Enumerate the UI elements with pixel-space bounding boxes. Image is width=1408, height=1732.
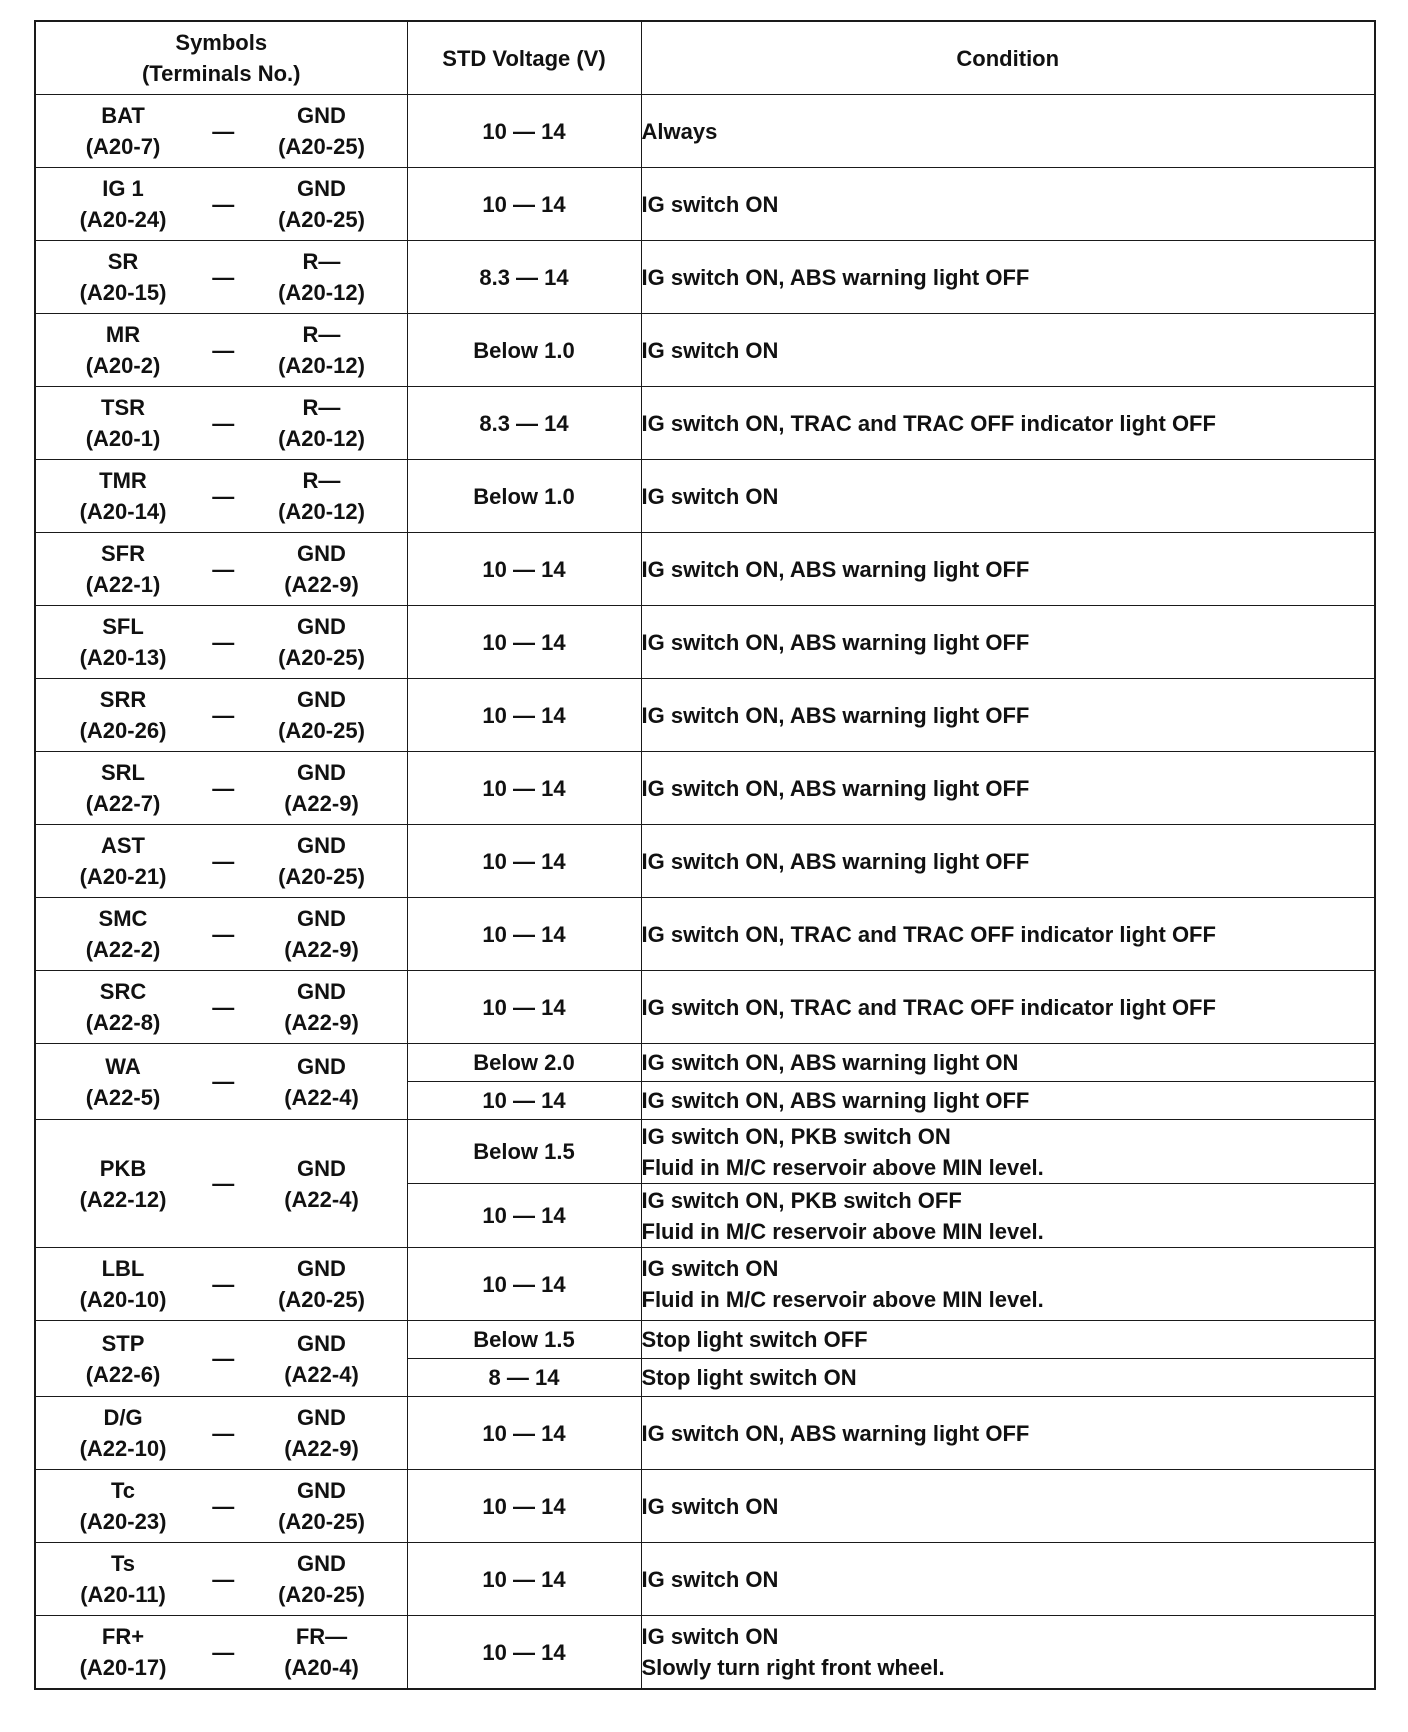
symbol-name: R—: [302, 395, 341, 420]
terminal-no: (A22-9): [284, 791, 359, 816]
condition-line: IG switch ON: [641, 1624, 779, 1649]
symbol-left: [64, 1051, 182, 1113]
symbol-cell: [35, 1397, 407, 1470]
symbol-name: PKB: [99, 1155, 147, 1181]
symbol-right: [263, 246, 381, 308]
table-row: [35, 1321, 1375, 1359]
condition-line: IG switch ON: [641, 1493, 779, 1519]
condition-cell: [641, 1120, 1375, 1184]
table-row: [35, 387, 1375, 460]
terminal-no: (A20-25): [278, 864, 365, 889]
dash-separator: —: [212, 1566, 235, 1592]
table-row: [35, 898, 1375, 971]
condition-line: IG switch ON, TRAC and TRAC OFF indicator light OFF: [641, 921, 1216, 947]
std-voltage-cell: Below 1.0: [407, 460, 641, 533]
symbol-pair: [36, 1321, 407, 1396]
symbol-cell: [35, 679, 407, 752]
dash-separator: —: [212, 994, 235, 1020]
std-voltage-cell: Below 1.5: [407, 1120, 641, 1184]
condition-cell: [641, 1470, 1375, 1543]
symbol-left: [64, 1475, 182, 1537]
symbol-left: [64, 611, 182, 673]
symbol-name: IG 1: [102, 176, 144, 201]
symbol-name: MR: [105, 322, 141, 347]
symbol-right: [263, 319, 381, 381]
symbol-name: GND: [297, 614, 346, 639]
symbol-name: GND: [297, 1478, 346, 1503]
symbol-pair: [36, 679, 407, 751]
table-row: [35, 606, 1375, 679]
symbol-left: [64, 1153, 182, 1215]
symbol-left: [64, 1328, 182, 1390]
table-row: [35, 533, 1375, 606]
symbol-left: [64, 246, 182, 308]
table-row: [35, 1397, 1375, 1470]
symbol-left: [64, 538, 182, 600]
std-voltage-cell: 10 — 14: [407, 1397, 641, 1470]
symbol-left: [64, 1402, 182, 1464]
symbol-name: SRC: [99, 979, 147, 1004]
symbol-cell: [35, 1044, 407, 1120]
symbol-name: R—: [302, 468, 341, 493]
terminal-no: (A20-14): [79, 499, 167, 524]
table-body: [35, 95, 1375, 1690]
symbol-pair: [36, 825, 407, 897]
condition-cell: [641, 387, 1375, 460]
symbol-cell: [35, 1543, 407, 1616]
table-row: [35, 971, 1375, 1044]
terminal-no: (A22-1): [85, 572, 161, 597]
symbol-right: [263, 684, 381, 746]
terminal-no: (A20-2): [85, 353, 161, 378]
table-row: [35, 241, 1375, 314]
condition-line: IG switch ON: [641, 483, 779, 509]
symbol-pair: [36, 533, 407, 605]
symbol-pair: [36, 752, 407, 824]
std-voltage-cell: 8 — 14: [407, 1359, 641, 1397]
condition-line: Stop light switch ON: [641, 1365, 857, 1390]
condition-cell: [641, 1184, 1375, 1248]
symbol-right: [263, 1253, 381, 1315]
terminal-no: (A20-12): [278, 426, 365, 451]
symbol-left: [64, 465, 182, 527]
symbol-cell: [35, 1321, 407, 1397]
symbol-name: SMC: [98, 906, 148, 931]
terminal-no: (A20-25): [278, 645, 365, 670]
symbol-name: GND: [297, 1155, 346, 1181]
symbol-left: [64, 903, 182, 965]
symbol-name: GND: [297, 1405, 346, 1430]
symbol-name: GND: [297, 1256, 346, 1281]
condition-cell: [641, 533, 1375, 606]
symbol-pair: [36, 387, 407, 459]
symbol-left: [64, 1548, 182, 1610]
std-voltage-cell: 10 — 14: [407, 1184, 641, 1248]
condition-cell: [641, 460, 1375, 533]
condition-line: Fluid in M/C reservoir above MIN level.: [641, 1287, 1044, 1312]
dash-separator: —: [212, 337, 235, 363]
symbol-left: [64, 1621, 182, 1683]
table-header-row: [35, 21, 1375, 95]
condition-cell: [641, 898, 1375, 971]
condition-cell: [641, 314, 1375, 387]
terminal-no: (A20-25): [278, 1509, 365, 1534]
condition-cell: [641, 606, 1375, 679]
condition-line: IG switch ON, ABS warning light OFF: [641, 702, 1030, 728]
table-row: [35, 1044, 1375, 1082]
symbol-left: [64, 830, 182, 892]
header-voltage: STD Voltage (V): [407, 21, 641, 95]
dash-separator: —: [212, 1346, 235, 1371]
dash-separator: —: [212, 921, 235, 947]
std-voltage-cell: 10 — 14: [407, 971, 641, 1044]
symbol-right: [263, 173, 381, 235]
symbol-right: [263, 1328, 381, 1390]
terminal-no: (A20-24): [79, 207, 167, 232]
condition-cell: [641, 1321, 1375, 1359]
condition-line: Fluid in M/C reservoir above MIN level.: [641, 1218, 1044, 1244]
symbol-right: [263, 757, 381, 819]
condition-line: IG switch ON, ABS warning light ON: [641, 1050, 1019, 1075]
dash-separator: —: [212, 483, 235, 509]
symbol-pair: [36, 168, 407, 240]
terminal-no: (A22-9): [284, 572, 359, 597]
symbol-pair: [36, 241, 407, 313]
std-voltage-cell: 10 — 14: [407, 95, 641, 168]
dash-separator: —: [212, 410, 235, 436]
symbol-pair: [36, 460, 407, 532]
symbol-pair: [36, 898, 407, 970]
terminal-no: (A22-10): [79, 1436, 167, 1461]
terminal-no: (A22-5): [85, 1084, 161, 1110]
symbol-name: Tc: [110, 1478, 136, 1503]
terminal-no: (A20-25): [278, 207, 365, 232]
symbol-name: GND: [297, 906, 346, 931]
terminal-no: (A20-1): [85, 426, 161, 451]
dash-separator: —: [212, 1171, 235, 1196]
symbol-name: GND: [297, 541, 346, 566]
symbol-name: FR—: [295, 1624, 348, 1649]
symbol-left: [64, 319, 182, 381]
symbol-name: SFR: [101, 541, 145, 566]
dash-separator: —: [212, 556, 235, 582]
terminal-no: (A22-9): [284, 937, 359, 962]
std-voltage-cell: 8.3 — 14: [407, 241, 641, 314]
terminal-no: (A20-21): [79, 864, 167, 889]
symbol-right: [263, 611, 381, 673]
symbol-pair: [36, 1616, 407, 1688]
condition-line: IG switch ON, ABS warning light OFF: [641, 556, 1030, 582]
terminal-no: (A20-11): [80, 1582, 166, 1607]
terminal-no: (A20-25): [278, 134, 365, 159]
symbol-cell: [35, 241, 407, 314]
table-row: [35, 825, 1375, 898]
symbol-cell: [35, 460, 407, 533]
symbol-name: GND: [297, 833, 346, 858]
symbol-name: GND: [297, 687, 346, 712]
condition-cell: [641, 1082, 1375, 1120]
symbol-pair: [36, 1470, 407, 1542]
std-voltage-cell: 10 — 14: [407, 898, 641, 971]
terminal-no: (A22-9): [284, 1010, 359, 1035]
symbol-left: [64, 757, 182, 819]
header-condition: Condition: [641, 21, 1375, 95]
condition-line: IG switch ON, ABS warning light OFF: [641, 629, 1030, 655]
table-row: [35, 1120, 1375, 1184]
symbol-cell: [35, 1248, 407, 1321]
condition-line: IG switch ON: [641, 1256, 779, 1281]
std-voltage-cell: 10 — 14: [407, 1616, 641, 1690]
symbol-pair: [36, 314, 407, 386]
symbol-cell: [35, 1616, 407, 1690]
terminal-no: (A20-13): [79, 645, 167, 670]
symbol-name: SRL: [101, 760, 145, 785]
std-voltage-cell: 10 — 14: [407, 1082, 641, 1120]
std-voltage-cell: 8.3 — 14: [407, 387, 641, 460]
symbol-cell: [35, 95, 407, 168]
symbol-cell: [35, 168, 407, 241]
symbol-name: R—: [302, 322, 341, 347]
terminal-no: (A20-25): [278, 718, 365, 743]
dash-separator: —: [212, 848, 235, 874]
symbol-name: Ts: [110, 1551, 136, 1576]
symbol-right: [263, 100, 381, 162]
terminal-no: (A20-10): [79, 1287, 167, 1312]
condition-line: IG switch ON, ABS warning light OFF: [641, 848, 1030, 874]
symbol-name: D/G: [103, 1405, 143, 1430]
condition-line: IG switch ON: [641, 191, 779, 217]
header-symbols: [35, 21, 407, 95]
symbol-pair: [36, 1044, 407, 1119]
symbol-name: TMR: [99, 468, 147, 493]
symbol-cell: [35, 1470, 407, 1543]
std-voltage-cell: 10 — 14: [407, 679, 641, 752]
symbol-name: WA: [105, 1053, 141, 1079]
terminal-no: (A20-25): [278, 1582, 365, 1607]
symbol-name: SFL: [102, 614, 144, 639]
table-row: [35, 95, 1375, 168]
symbol-cell: [35, 825, 407, 898]
symbol-name: GND: [297, 1330, 346, 1356]
symbol-pair: [36, 95, 407, 167]
terminal-no: (A20-23): [79, 1509, 167, 1534]
symbol-cell: [35, 533, 407, 606]
condition-cell: [641, 1248, 1375, 1321]
condition-line: IG switch ON, PKB switch ON: [641, 1123, 951, 1149]
condition-cell: [641, 1397, 1375, 1470]
condition-line: Slowly turn right front wheel.: [641, 1655, 945, 1680]
symbol-name: GND: [297, 103, 346, 128]
condition-cell: [641, 1616, 1375, 1690]
symbol-pair: [36, 971, 407, 1043]
symbol-name: SR: [107, 249, 139, 274]
table-row: [35, 314, 1375, 387]
dash-separator: —: [212, 1271, 235, 1297]
table-row: [35, 1543, 1375, 1616]
symbol-right: [263, 976, 381, 1038]
symbol-cell: [35, 752, 407, 825]
symbol-cell: [35, 1120, 407, 1248]
std-voltage-cell: 10 — 14: [407, 825, 641, 898]
terminal-no: (A22-9): [284, 1436, 359, 1461]
dash-separator: —: [212, 1420, 235, 1446]
symbol-cell: [35, 971, 407, 1044]
std-voltage-cell: Below 2.0: [407, 1044, 641, 1082]
terminal-no: (A20-26): [79, 718, 167, 743]
terminal-no: (A22-2): [85, 937, 161, 962]
symbol-pair: [36, 1248, 407, 1320]
symbol-right: [263, 1475, 381, 1537]
std-voltage-cell: 10 — 14: [407, 606, 641, 679]
condition-line: Stop light switch OFF: [641, 1327, 868, 1352]
symbol-right: [263, 1402, 381, 1464]
symbol-name: GND: [297, 1551, 346, 1576]
symbol-name: AST: [101, 833, 145, 858]
symbol-name: LBL: [101, 1256, 145, 1281]
symbol-name: TSR: [101, 395, 145, 420]
terminal-no: (A22-8): [85, 1010, 161, 1035]
terminal-no: (A20-25): [278, 1287, 365, 1312]
std-voltage-cell: Below 1.5: [407, 1321, 641, 1359]
terminal-no: (A20-4): [284, 1655, 359, 1680]
symbol-name: R—: [302, 249, 341, 274]
std-voltage-cell: Below 1.0: [407, 314, 641, 387]
symbol-pair: [36, 1120, 407, 1247]
symbol-cell: [35, 606, 407, 679]
symbol-pair: [36, 606, 407, 678]
condition-cell: [641, 1543, 1375, 1616]
symbol-right: [263, 1621, 381, 1683]
table-row: [35, 752, 1375, 825]
terminal-no: (A20-17): [79, 1655, 167, 1680]
symbol-right: [263, 1051, 381, 1113]
symbol-right: [263, 830, 381, 892]
condition-line: IG switch ON, ABS warning light OFF: [641, 1088, 1030, 1113]
table-row: [35, 168, 1375, 241]
dash-separator: —: [212, 629, 235, 655]
symbol-name: FR+: [101, 1624, 145, 1649]
terminal-no: (A20-12): [278, 499, 365, 524]
symbol-name: GND: [297, 1053, 346, 1079]
symbol-left: [64, 976, 182, 1038]
table-row: [35, 1248, 1375, 1321]
dash-separator: —: [212, 191, 235, 217]
symbol-name: BAT: [101, 103, 145, 128]
condition-cell: [641, 95, 1375, 168]
symbol-right: [263, 1153, 381, 1215]
symbol-cell: [35, 314, 407, 387]
condition-cell: [641, 679, 1375, 752]
terminal-no: (A20-12): [278, 353, 365, 378]
symbol-name: GND: [297, 760, 346, 785]
table-row: [35, 679, 1375, 752]
terminal-no: (A20-15): [79, 280, 167, 305]
symbol-cell: [35, 898, 407, 971]
condition-line: Fluid in M/C reservoir above MIN level.: [641, 1154, 1044, 1180]
symbol-right: [263, 465, 381, 527]
std-voltage-cell: 10 — 14: [407, 1543, 641, 1616]
symbol-right: [263, 538, 381, 600]
symbol-left: [64, 684, 182, 746]
header-symbols-label: Symbols: [175, 30, 268, 55]
symbol-left: [64, 1253, 182, 1315]
condition-line: IG switch ON: [641, 1566, 779, 1592]
symbol-pair: [36, 1543, 407, 1615]
table-row: [35, 1616, 1375, 1690]
terminal-no: (A22-4): [284, 1084, 359, 1110]
condition-line: Always: [641, 118, 718, 144]
symbol-right: [263, 903, 381, 965]
std-voltage-cell: 10 — 14: [407, 168, 641, 241]
terminal-no: (A20-12): [278, 280, 365, 305]
dash-separator: —: [212, 1493, 235, 1519]
std-voltage-cell: 10 — 14: [407, 752, 641, 825]
dash-separator: —: [212, 118, 235, 144]
condition-cell: [641, 241, 1375, 314]
std-voltage-cell: 10 — 14: [407, 1248, 641, 1321]
condition-line: IG switch ON, TRAC and TRAC OFF indicator light OFF: [641, 994, 1216, 1020]
dash-separator: —: [212, 1639, 235, 1665]
symbol-name: STP: [101, 1330, 145, 1356]
terminal-no: (A20-7): [85, 134, 161, 159]
condition-cell: [641, 168, 1375, 241]
header-terminals-label: (Terminals No.): [141, 61, 301, 86]
terminal-voltage-table: [34, 20, 1376, 1690]
dash-separator: —: [212, 264, 235, 290]
condition-cell: [641, 1359, 1375, 1397]
condition-line: IG switch ON, ABS warning light OFF: [641, 264, 1030, 290]
condition-line: IG switch ON, ABS warning light OFF: [641, 775, 1030, 801]
condition-cell: [641, 825, 1375, 898]
terminal-no: (A22-4): [284, 1361, 359, 1387]
terminal-no: (A22-6): [85, 1361, 161, 1387]
condition-cell: [641, 971, 1375, 1044]
symbol-right: [263, 1548, 381, 1610]
symbol-cell: [35, 387, 407, 460]
table-row: [35, 460, 1375, 533]
condition-line: IG switch ON, ABS warning light OFF: [641, 1420, 1030, 1446]
symbol-pair: [36, 1397, 407, 1469]
dash-separator: —: [212, 702, 235, 728]
terminal-no: (A22-12): [79, 1186, 167, 1212]
symbol-name: SRR: [99, 687, 147, 712]
condition-cell: [641, 1044, 1375, 1082]
terminal-no: (A22-7): [85, 791, 161, 816]
std-voltage-cell: 10 — 14: [407, 533, 641, 606]
condition-line: IG switch ON, PKB switch OFF: [641, 1187, 962, 1213]
symbol-left: [64, 392, 182, 454]
symbol-name: GND: [297, 176, 346, 201]
condition-cell: [641, 752, 1375, 825]
terminal-no: (A22-4): [284, 1186, 359, 1212]
symbol-right: [263, 392, 381, 454]
dash-separator: —: [212, 775, 235, 801]
table-row: [35, 1470, 1375, 1543]
std-voltage-cell: 10 — 14: [407, 1470, 641, 1543]
condition-line: IG switch ON, TRAC and TRAC OFF indicator light OFF: [641, 410, 1216, 436]
condition-line: IG switch ON: [641, 337, 779, 363]
symbol-left: [64, 173, 182, 235]
dash-separator: —: [212, 1069, 235, 1094]
symbol-left: [64, 100, 182, 162]
symbol-name: GND: [297, 979, 346, 1004]
